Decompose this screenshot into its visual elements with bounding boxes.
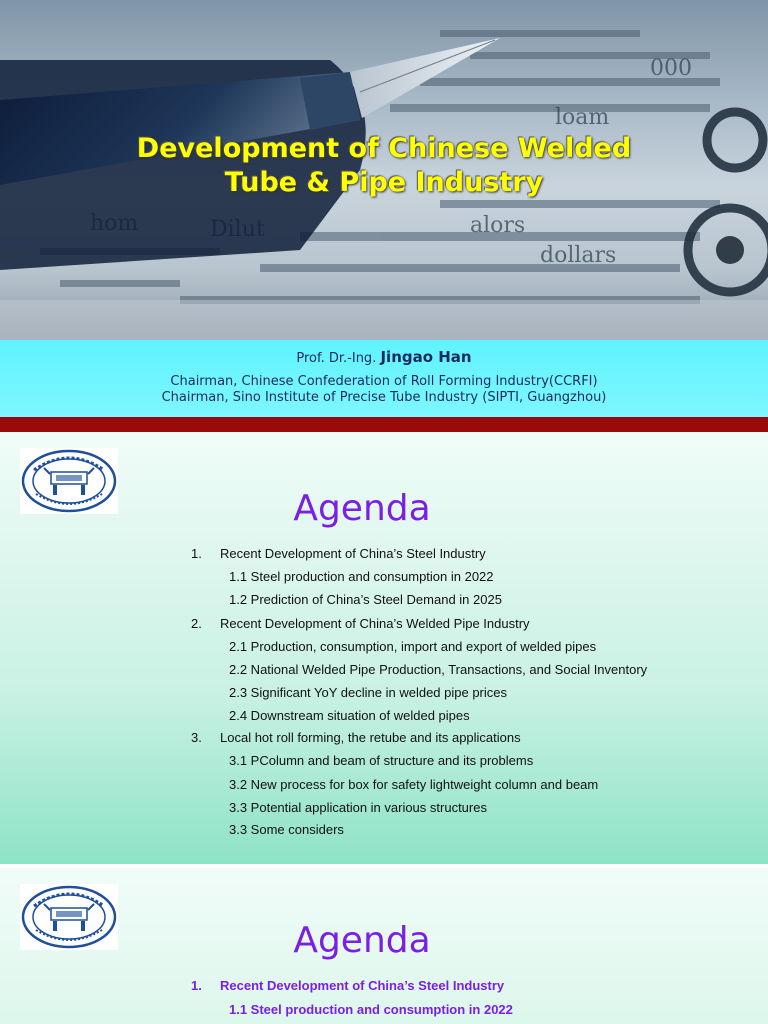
hero-image <box>0 0 768 340</box>
agenda-heading: Agenda <box>293 488 431 529</box>
agenda-number-3: 3. <box>191 730 202 745</box>
agenda-subitem-3-2: 3.2 New process for box for safety lightweight column and beam <box>229 777 599 792</box>
agenda-heading: Agenda <box>293 920 431 961</box>
agenda-subitem-1-2: 1.2 Prediction of China’s Steel Demand in 2025 <box>229 592 502 607</box>
agenda-subitem-2-4: 2.4 Downstream situation of welded pipes <box>229 708 470 723</box>
agenda-item-3-text: Local hot roll forming, the retube and its applications <box>220 730 521 745</box>
presentation-title <box>84 132 684 200</box>
author-prefix: Prof. Dr.-Ing. <box>296 351 377 366</box>
affiliation-2: Chairman, Sino Institute of Precise Tube Industry (SIPTI, Guangzhou) <box>161 390 607 405</box>
hero-text-2: loam <box>555 105 610 130</box>
title-slide <box>0 0 768 432</box>
author-line <box>0 348 768 366</box>
agenda-subitem-3-4: 3.3 Some considers <box>229 822 344 837</box>
agenda-subitem-1-1-highlight: 1.1 Steel production and consumption in 2022 <box>229 1002 513 1017</box>
hero-text-1: 000 <box>650 56 692 81</box>
author-band <box>0 340 768 417</box>
agenda-subitem-2-2: 2.2 National Welded Pipe Production, Transactions, and Social Inventory <box>229 662 648 677</box>
affiliation-1: Chairman, Chinese Confederation of Roll Forming Industry(CCRFI) <box>170 374 598 389</box>
hero-text-4: dollars <box>540 243 617 268</box>
agenda-slide-highlight <box>0 868 768 1024</box>
agenda-item-1-highlight: Recent Development of China’s Steel Industry <box>220 978 505 993</box>
agenda-subitem-2-3: 2.3 Significant YoY decline in welded pipe prices <box>229 685 508 700</box>
red-divider-bar <box>0 417 768 432</box>
agenda-number-1-highlight: 1. <box>191 978 202 993</box>
hero-text-3: alors <box>470 213 526 238</box>
agenda-subitem-3-1: 3.1 PColumn and beam of structure and its problems <box>229 753 534 768</box>
agenda-subitem-1-1: 1.1 Steel production and consumption in 2022 <box>229 569 494 584</box>
title-line-1: Development of Chinese Welded <box>136 133 632 164</box>
author-name: Jingao Han <box>380 348 472 366</box>
title-line-2: Tube & Pipe Industry <box>224 167 544 198</box>
agenda-slide <box>0 432 768 864</box>
agenda-subitem-3-3: 3.3 Potential application in various structures <box>229 800 487 815</box>
agenda-item-2-text: Recent Development of China’s Welded Pipe Industry <box>220 616 530 631</box>
agenda-number-1: 1. <box>191 546 202 561</box>
agenda-number-2: 2. <box>191 616 202 631</box>
agenda-item-1-text: Recent Development of China’s Steel Industry <box>220 546 486 561</box>
agenda-subitem-2-1: 2.1 Production, consumption, import and export of welded pipes <box>229 639 597 654</box>
